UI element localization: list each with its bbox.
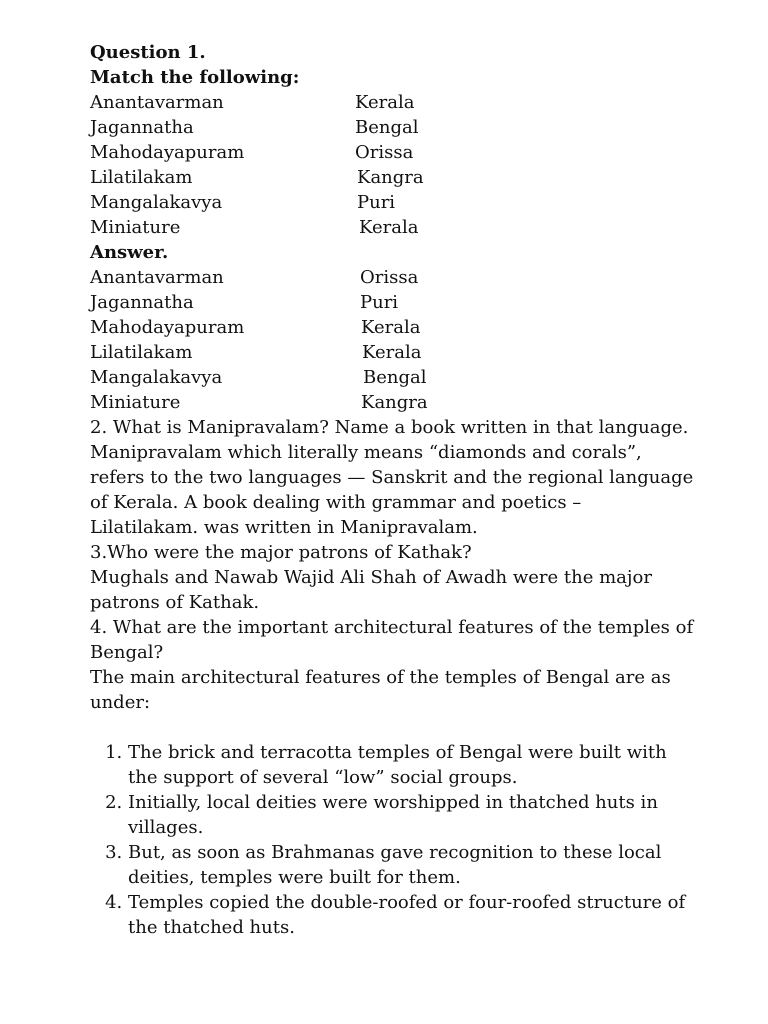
answer-list — [90, 265, 690, 415]
match-instruction: Match the following: — [90, 67, 300, 88]
match-row — [90, 90, 690, 115]
list-item — [128, 840, 690, 890]
list-item — [128, 740, 690, 790]
list-item-line: 4. Temples copied the double-roofed or four-roofed structure of — [128, 892, 686, 913]
answer-right: Puri — [360, 292, 399, 313]
blank-spacer — [90, 715, 690, 740]
question-2: 2. What is Manipravalam? Name a book written in that language. — [90, 417, 689, 438]
answer-row — [90, 315, 690, 340]
features-list — [90, 740, 690, 940]
match-row — [90, 115, 690, 140]
answer-2 — [90, 440, 694, 540]
list-item-line: villages. — [128, 817, 204, 838]
answer-row — [90, 340, 690, 365]
answer-right: Bengal — [363, 367, 427, 388]
answer-left: Jagannatha — [90, 292, 194, 313]
answer-2-line: Manipravalam which literally means “diamonds and corals”, — [90, 442, 642, 463]
answer-left: Mangalakavya — [90, 367, 223, 388]
answer-left: Mahodayapuram — [90, 317, 245, 338]
question-4 — [90, 615, 694, 665]
match-list — [90, 90, 690, 240]
answer-right: Kangra — [361, 392, 428, 413]
answer-3 — [90, 565, 690, 615]
match-right: Bengal — [355, 117, 419, 138]
list-item — [128, 890, 690, 940]
answer-2-line: refers to the two languages — Sanskrit and the regional language — [90, 467, 694, 488]
list-item-line: 1. The brick and terracotta temples of Bengal were built with — [128, 742, 667, 763]
match-right: Kerala — [359, 217, 419, 238]
question-4-line: 4. What are the important architectural features of the temples of — [90, 617, 694, 638]
question-1-title: Question 1. — [90, 42, 206, 63]
question-4-line: Bengal? — [90, 642, 164, 663]
match-row — [90, 190, 690, 215]
answer-4-intro-line: under: — [90, 692, 151, 713]
match-left: Miniature — [90, 217, 181, 238]
answer-row — [90, 365, 690, 390]
list-item-line: the thatched huts. — [128, 917, 295, 938]
answer-4-intro — [90, 665, 690, 715]
answer-row — [90, 390, 690, 415]
list-item-line: 2. Initially, local deities were worshipped in thatched huts in — [128, 792, 658, 813]
answer-right: Kerala — [362, 342, 422, 363]
match-row — [90, 140, 690, 165]
answer-2-line: Lilatilakam. was written in Manipravalam. — [90, 517, 478, 538]
answer-left: Lilatilakam — [90, 342, 193, 363]
answer-3-line: Mughals and Nawab Wajid Ali Shah of Awadh were the major — [90, 567, 652, 588]
match-right: Kangra — [357, 167, 424, 188]
match-left: Anantavarman — [90, 92, 224, 113]
match-left: Lilatilakam — [90, 167, 193, 188]
match-right: Orissa — [355, 142, 414, 163]
list-item-line: the support of several “low” social groups. — [128, 767, 518, 788]
answer-3-line: patrons of Kathak. — [90, 592, 260, 613]
answer-4-intro-line: The main architectural features of the temples of Bengal are as — [90, 667, 671, 688]
match-right: Puri — [357, 192, 396, 213]
list-item-line: deities, temples were built for them. — [128, 867, 461, 888]
answer-row — [90, 265, 690, 290]
answer-row — [90, 290, 690, 315]
document-page — [90, 40, 694, 940]
answer-left: Anantavarman — [90, 267, 224, 288]
match-right: Kerala — [355, 92, 415, 113]
match-row — [90, 165, 690, 190]
answer-2-line: of Kerala. A book dealing with grammar and poetics – — [90, 492, 582, 513]
list-item — [128, 790, 690, 840]
answer-left: Miniature — [90, 392, 181, 413]
answer-right: Kerala — [361, 317, 421, 338]
match-left: Mahodayapuram — [90, 142, 245, 163]
answer-right: Orissa — [360, 267, 419, 288]
match-left: Jagannatha — [90, 117, 194, 138]
match-row — [90, 215, 690, 240]
match-left: Mangalakavya — [90, 192, 223, 213]
question-3: 3.Who were the major patrons of Kathak? — [90, 542, 472, 563]
list-item-line: 3. But, as soon as Brahmanas gave recognition to these local — [128, 842, 662, 863]
answer-heading: Answer. — [90, 242, 169, 263]
